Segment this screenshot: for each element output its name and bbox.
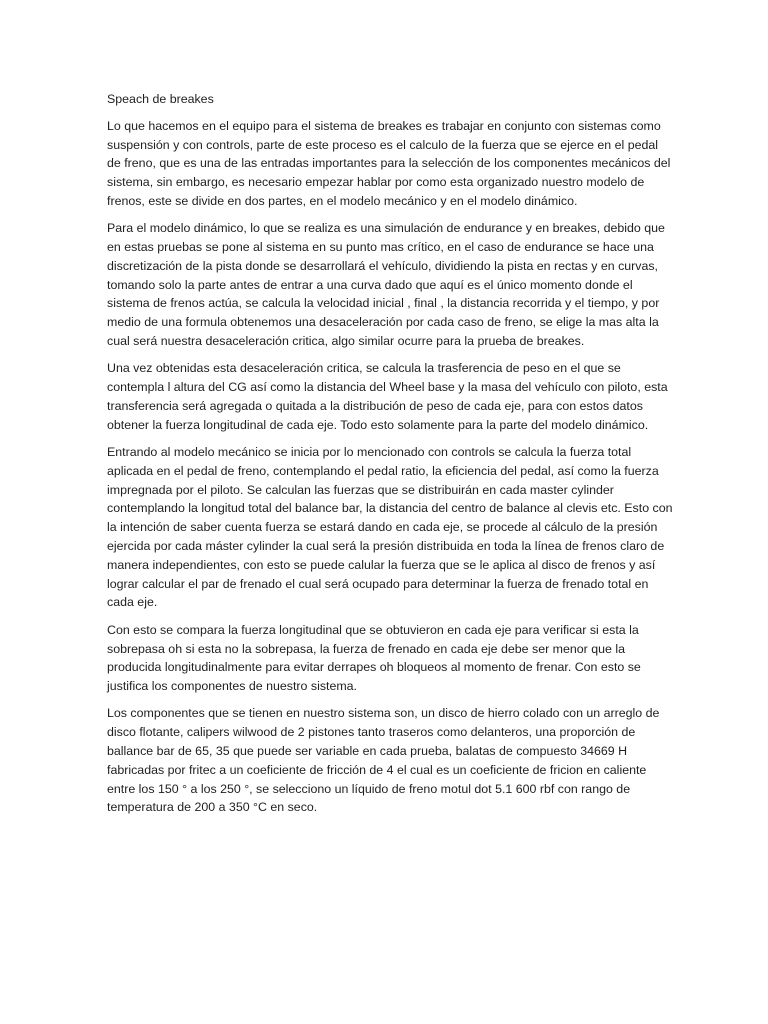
paragraph-1: Lo que hacemos en el equipo para el sistema de breakes es trabajar en conjunto con sistemas como suspensión y con controls, parte de este proceso es el calculo de la fuerza que se ejerce en el pedal de freno, que es una de las entradas importantes para la selección de los componentes mecánicos del sistema, sin embargo, es necesario empezar hablar por como esta organizado nuestro modelo de frenos, este se divide en dos partes, en el modelo mecánico y en el modelo dinámico. [107,118,671,208]
paragraph-6: Los componentes que se tienen en nuestro sistema son, un disco de hierro colado con un arreglo de disco flotante, calipers wilwood de 2 pistones tanto traseros como delanteros, una proporción de ballance bar de 65, 35 que puede ser variable en cada prueba, balatas de compuesto 34669 H fabricadas por fritec a un coeficiente de fricción de 4 el cual es un coeficiente de fricion en caliente entre los 150 ° a los 250 °, se selecciono un líquido de freno motul dot 5.1 600 rbf con rango de temperatura de 200 a 350 °C en seco. [107,706,660,815]
paragraph-2: Para el modelo dinámico, lo que se realiza es una simulación de endurance y en breakes, debido que en estas pruebas se pone al sistema en su punto mas crítico, en el caso de endurance se hace una discretización de la pista donde se desarrollará el vehículo, dividiendo la pista en rectas y en curvas, tomando solo la parte antes de entrar a una curva dado que aquí es el único momento donde el sistema de frenos actúa, se calcula la velocidad inicial , final , la distancia recorrida y el tiempo, y por medio de una formula obtenemos una desaceleración por cada caso de freno, se elige la mas alta la cual será nuestra desaceleración critica, algo similar ocurre para la prueba de breakes. [107,221,665,349]
document-body [107,90,673,826]
document-title: Speach de breakes [107,92,214,106]
paragraph-5: Con esto se compara la fuerza longitudinal que se obtuvieron en cada eje para verificar si esta la sobrepasa oh si esta no la sobrepasa, la fuerza de frenado en cada eje debe ser menor que la producida longitudinalmente para evitar derrapes oh bloqueos al momento de frenar. Con esto se justifica los componentes de nuestro sistema. [107,622,641,694]
paragraph-4: Entrando al modelo mecánico se inicia por lo mencionado con controls se calcula la fuerza total aplicada en el pedal de freno, contemplando el pedal ratio, la eficiencia del pedal, así como la fuerza impregnada por el piloto. Se calculan las fuerzas que se distribuirán en cada master cylinder contemplando la longitud total del balance bar, la distancia del centro de balance al clevis etc. Esto con la intención de saber cuenta fuerza se estará dando en cada eje, se procede al cálculo de la presión ejercida por cada máster cylinder la cual será la presión distribuida en toda la línea de frenos claro de manera independientes, con esto se puede calular la fuerza que se le aplica al disco de frenos y así lograr calcular el par de frenado el cual será ocupado para determinar la fuerza de frenado total en cada eje. [107,445,673,610]
paragraph-3: Una vez obtenidas esta desaceleración critica, se calcula la trasferencia de peso en el que se contempla l altura del CG así como la distancia del Wheel base y la masa del vehículo con piloto, esta transferencia será agregada o quitada a la distribución de peso de cada eje, para con estos datos obtener la fuerza longitudinal de cada eje. Todo esto solamente para la parte del modelo dinámico. [107,361,668,432]
